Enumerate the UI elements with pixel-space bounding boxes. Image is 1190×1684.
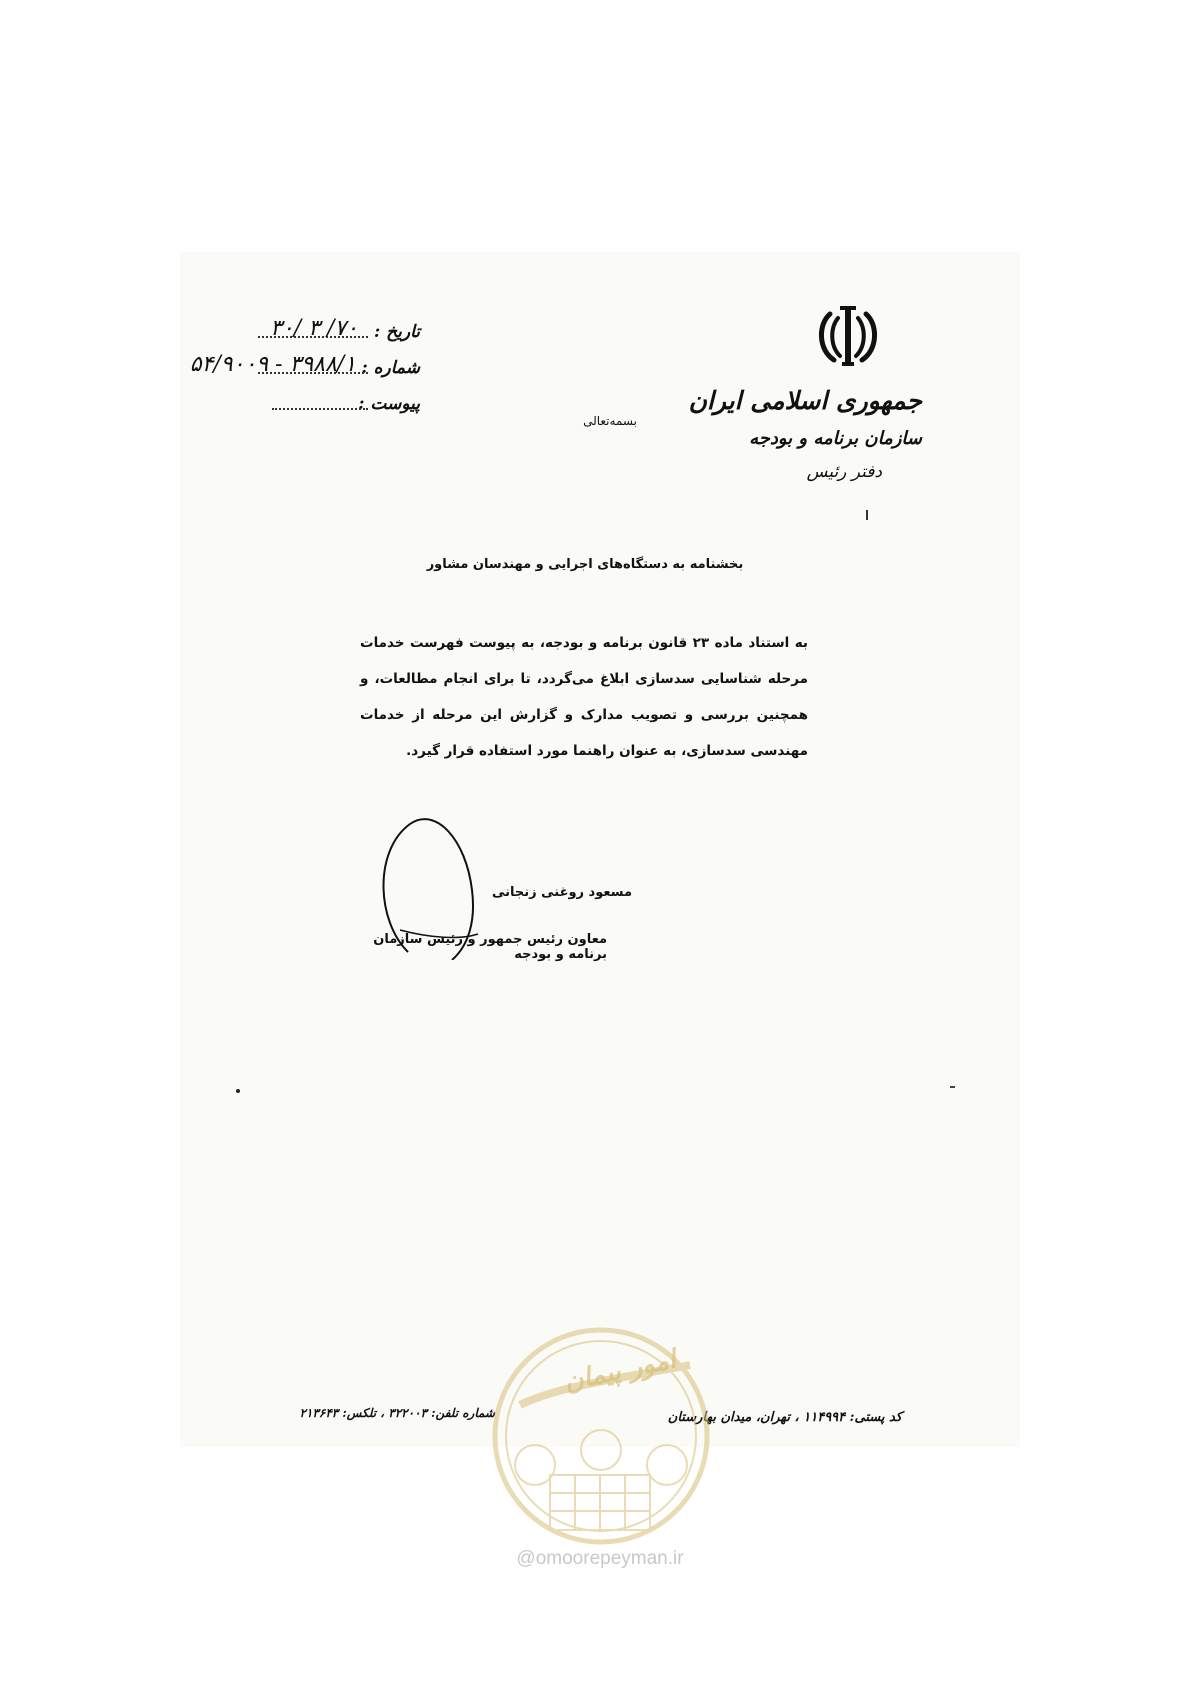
subject: بخشنامه به دستگاه‌های اجرایی و مهندسان مشاور [426,557,744,572]
date-value: ۳۰/ ۳ /۷۰ [270,316,358,341]
number-value: ۵۴/۹۰۰۹ - ۳۹۸۸/۱ [189,352,356,377]
footer-address: کد پستی: ۱۱۴۹۹۴ ، تهران، میدان بهارستان [667,1410,902,1425]
signatory-name: مسعود روغنی زنجانی [491,885,632,900]
body-paragraph: به استناد ماده ۲۳ قانون برنامه و بودجه، به پیوست فهرست خدمات مرحله شناسایی سدسازی ابلاغ می‌گردد، تا برای انجام مطالعات، و همچنین بررسی و تصویب مدارک و گزارش این مرحله از خدمات مهندسی سدسازی، به عنوان راهنما مورد استفاده قرار گیرد. [360,635,808,759]
date-label: تاریخ : [373,322,420,342]
watermark-logo-text: امور پیمان [561,1344,679,1398]
signatory-title: معاون رئیس جمهور و رئیس سازمان برنامه و بودجه [373,932,607,962]
speck [236,1089,240,1093]
header-country: جمهوری اسلامی ایران [688,386,922,415]
attachment-dots [272,408,368,410]
footer-phone: شماره تلفن: ۳۲۲۰۰۳ ، تلکس: ۲۱۳۶۴۳ [299,1406,495,1420]
attachment-row [200,394,420,420]
header-organization: سازمان برنامه و بودجه [749,428,922,449]
tick-mark [866,510,868,520]
iran-emblem-icon [812,300,884,372]
number-label: شماره : [361,358,420,378]
speck [950,1086,955,1088]
attachment-label: پیوست : [358,394,420,414]
bismillah: بسمه‌تعالی [583,414,637,428]
date-row [200,316,420,348]
watermark-site: @omoorepeyman.ir [516,1548,684,1569]
number-row [189,352,420,384]
header-office: دفتر رئیس [806,462,882,482]
